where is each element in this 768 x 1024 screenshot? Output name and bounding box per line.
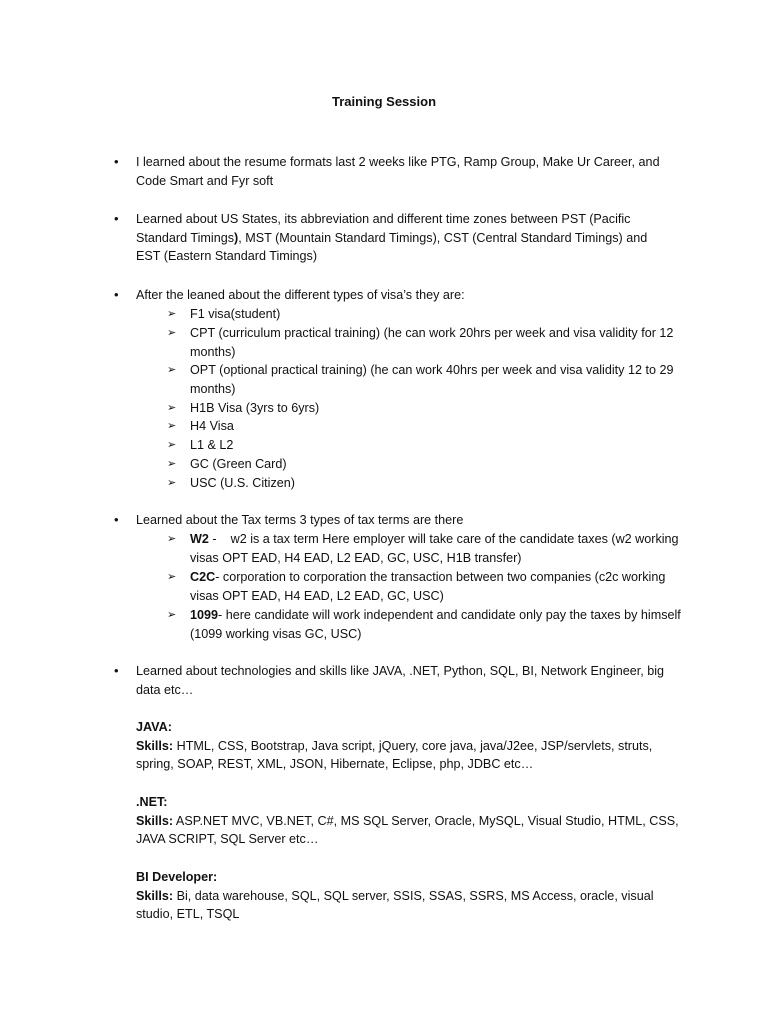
tax-term: W2 — [190, 532, 209, 546]
skills-content — [136, 868, 666, 924]
bullet-text-part: Learned about US States, its abbreviation and different time zones between PST (Pacific Standard Timings — [136, 212, 631, 245]
tax-term-description: corporation to corporation the transaction between two companies (c2c working visas OPT EAD, H4 EAD, L2 EAD, GC, USC) — [190, 570, 666, 603]
bullet-text: Learned about the Tax terms 3 types of tax terms are there — [136, 513, 464, 527]
bullet-text-part: , MST (Mountain Standard Timings), CST (Central Standard Timings) and EST (Eastern Standard Timings) — [136, 230, 648, 264]
list-item: H1B Visa (3yrs to 6yrs) — [190, 401, 320, 415]
skills-heading: BI Developer: — [136, 870, 218, 884]
list-item — [190, 530, 690, 567]
arrow-bullet-icon: ➢ — [167, 439, 177, 451]
tax-term-description: here candidate will work independent and candidate only pay the taxes by himself (1099 working visas GC, USC) — [190, 608, 681, 641]
arrow-bullet-icon: ➢ — [167, 308, 177, 320]
bullet-glyph: • — [114, 512, 119, 527]
skills-label: Skills: — [136, 738, 174, 753]
list-item: OPT (optional practical training) (he can work 40hrs per week and visa validity 12 to 29 months) — [190, 363, 674, 396]
bullet-text: After the leaned about the different types of visa’s they are: — [136, 288, 465, 302]
bullet-text: Learned about technologies and skills like JAVA, .NET, Python, SQL, BI, Network Engineer, big data etc… — [136, 664, 665, 697]
skills-heading: .NET: — [136, 795, 168, 809]
skills-text — [136, 812, 681, 849]
skills-text — [136, 737, 681, 774]
bullet-glyph: • — [114, 154, 119, 169]
arrow-bullet-icon: ➢ — [167, 420, 177, 432]
skills-text — [136, 887, 666, 924]
tax-term: C2C — [190, 570, 216, 584]
skills-list: Bi, data warehouse, SQL, SQL server, SSIS, SSAS, SSRS, MS Access, oracle, visual studio, ETL, TSQL — [136, 888, 654, 922]
arrow-bullet-icon: ➢ — [167, 458, 177, 470]
skills-label: Skills: — [136, 813, 174, 828]
bullet-text — [136, 210, 656, 266]
skills-label: Skills: — [136, 888, 174, 903]
skills-heading: JAVA: — [136, 720, 172, 734]
bullet-glyph: • — [114, 211, 119, 226]
page-title: Training Session — [331, 94, 437, 109]
list-item: CPT (curriculum practical training) (he can work 20hrs per week and visa validity for 12 months) — [190, 326, 674, 359]
list-item — [190, 568, 690, 605]
list-item: L1 & L2 — [190, 438, 234, 452]
arrow-bullet-icon: ➢ — [167, 477, 177, 489]
list-item — [190, 606, 690, 643]
tax-term-separator: - — [208, 532, 231, 546]
tax-term-separator: - — [215, 570, 223, 584]
tax-term-separator: - — [218, 608, 226, 622]
bullet-text: I learned about the resume formats last 2 weeks like PTG, Ramp Group, Make Ur Career, and Code Smart and Fyr soft — [136, 155, 660, 188]
bullet-text-bold: ) — [234, 230, 239, 245]
skills-content — [136, 718, 681, 774]
skills-list: HTML, CSS, Bootstrap, Java script, jQuery, core java, java/J2ee, JSP/servlets, struts, spring, SOAP, REST, XML, JSON, Hibernate, Eclipse, php, JDBC etc… — [136, 738, 653, 772]
bullet-glyph: • — [114, 663, 119, 678]
arrow-bullet-icon: ➢ — [167, 402, 177, 414]
bullet-glyph: • — [114, 287, 119, 302]
arrow-bullet-icon: ➢ — [167, 327, 177, 339]
tax-term: 1099 — [190, 608, 219, 622]
arrow-bullet-icon: ➢ — [167, 609, 177, 621]
list-item: USC (U.S. Citizen) — [190, 476, 295, 490]
arrow-bullet-icon: ➢ — [167, 364, 177, 376]
tax-term-description: w2 is a tax term Here employer will take care of the candidate taxes (w2 working visas OPT EAD, H4 EAD, L2 EAD, GC, USC, H1B transfer) — [190, 532, 679, 565]
skills-content — [136, 793, 681, 849]
list-item: F1 visa(student) — [190, 307, 281, 321]
arrow-bullet-icon: ➢ — [167, 571, 177, 583]
list-item: GC (Green Card) — [190, 457, 287, 471]
list-item: H4 Visa — [190, 419, 234, 433]
skills-list: ASP.NET MVC, VB.NET, C#, MS SQL Server, Oracle, MySQL, Visual Studio, HTML, CSS, JAVA SCRIPT, SQL Server etc… — [136, 813, 679, 847]
arrow-bullet-icon: ➢ — [167, 533, 177, 545]
